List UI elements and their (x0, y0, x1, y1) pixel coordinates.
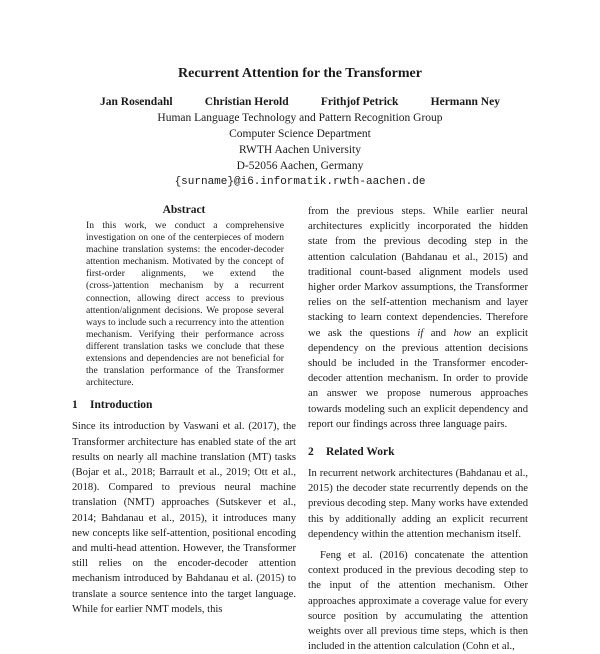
abstract-text: In this work, we conduct a comprehensive investigation on one of the centerpieces of modern machine translation systems: the encoder-decoder attention mechanism. Motivated by the concept of first-order alignments, we extend the (cross-)attention mechanism by a recurrent connection, allowing direct access to previous attention/alignment decisions. We propose several ways to include such a recurrency into the attention mechanism. Verifying their performance across different translation tasks we conclude that these extensions and dependencies are not beneficial for the translation performance of the Transformer architecture. (86, 220, 284, 389)
author-name: Frithjof Petrick (320, 96, 399, 108)
affiliation-line: Computer Science Department (229, 128, 371, 140)
affiliation-block (0, 110, 600, 190)
related-work-paragraph: Feng et al. (2016) concatenate the attention context produced in the previous decoding step to the input of the attention mechanism. Other approaches approximate a coverage value for every source position by accumulating the attention weights over all previous time steps, which is then included in the attention calculation (Cohn et al., (308, 550, 528, 653)
section-heading-introduction (72, 399, 296, 411)
section-title: Related Work (326, 446, 395, 459)
author-list (100, 96, 500, 108)
related-work-paragraph: In recurrent network architectures (Bahdanau et al., 2015) the decoder state recurrently depends on the previous decoding step. Many works have extended this by additionally adding an explicit recurrent dependency within the attention mechanism itself. (308, 468, 528, 540)
author-name: Jan Rosendahl (100, 96, 173, 108)
author-name: Christian Herold (204, 96, 289, 108)
section-title: Introduction (90, 399, 153, 412)
introduction-paragraph-continued (308, 204, 528, 432)
affiliation-line: RWTH Aachen University (238, 144, 361, 156)
text-run: and (423, 327, 454, 339)
emphasis-if: if (417, 327, 424, 339)
abstract-heading: Abstract (162, 204, 206, 216)
section-number: 2 (308, 446, 314, 459)
emphasis-how: how (453, 327, 472, 339)
left-column (72, 204, 296, 617)
section-heading-related-work (308, 446, 528, 458)
affiliation-line: Human Language Technology and Pattern Recognition Group (157, 112, 443, 124)
right-column (308, 204, 528, 654)
paper-title: Recurrent Attention for the Transformer (178, 66, 422, 81)
text-run: from the previous steps. While earlier neural architectures explicitly incorporated the hidden state from the previous decoding step in the attention calculation (Bahdanau et al., 2015) and traditional count-based alignment models used higher order Markov assumptions, the Transformer relies on the self-attention mechanism and layer stacking to learn context dependencies. Therefore we ask the questions (308, 206, 528, 339)
email-address[interactable]: {surname}@i6.informatik.rwth-aachen.de (174, 176, 426, 188)
author-name: Hermann Ney (430, 96, 500, 108)
section-number: 1 (72, 399, 78, 412)
text-run: an explicit dependency on the previous attention decisions should be included in the Transformer encoder-decoder attention mechanism. In order to provide an answer we propose numerous approaches towards modeling such an explicit dependency and report our findings across three language pairs. (308, 327, 528, 430)
introduction-paragraph: Since its introduction by Vaswani et al. (2017), the Transformer architecture has enabled state of the art results on nearly all machine translation (MT) tasks (Bojar et al., 2018; Barrault et al., 2019; Ott et al., 2018). Compared to previous neural machine translation (NMT) approaches (Sutskever et al., 2014; Bahdanau et al., 2015), it introduces many new concepts like self-attention, positional encoding and multi-head attention. However, the Transformer still relies on the encoder-decoder attention mechanism introduced by Bahdanau et al. (2015) to translate a source sentence into the target language. While for earlier NMT models, this (72, 421, 296, 615)
affiliation-line: D-52056 Aachen, Germany (236, 160, 364, 172)
